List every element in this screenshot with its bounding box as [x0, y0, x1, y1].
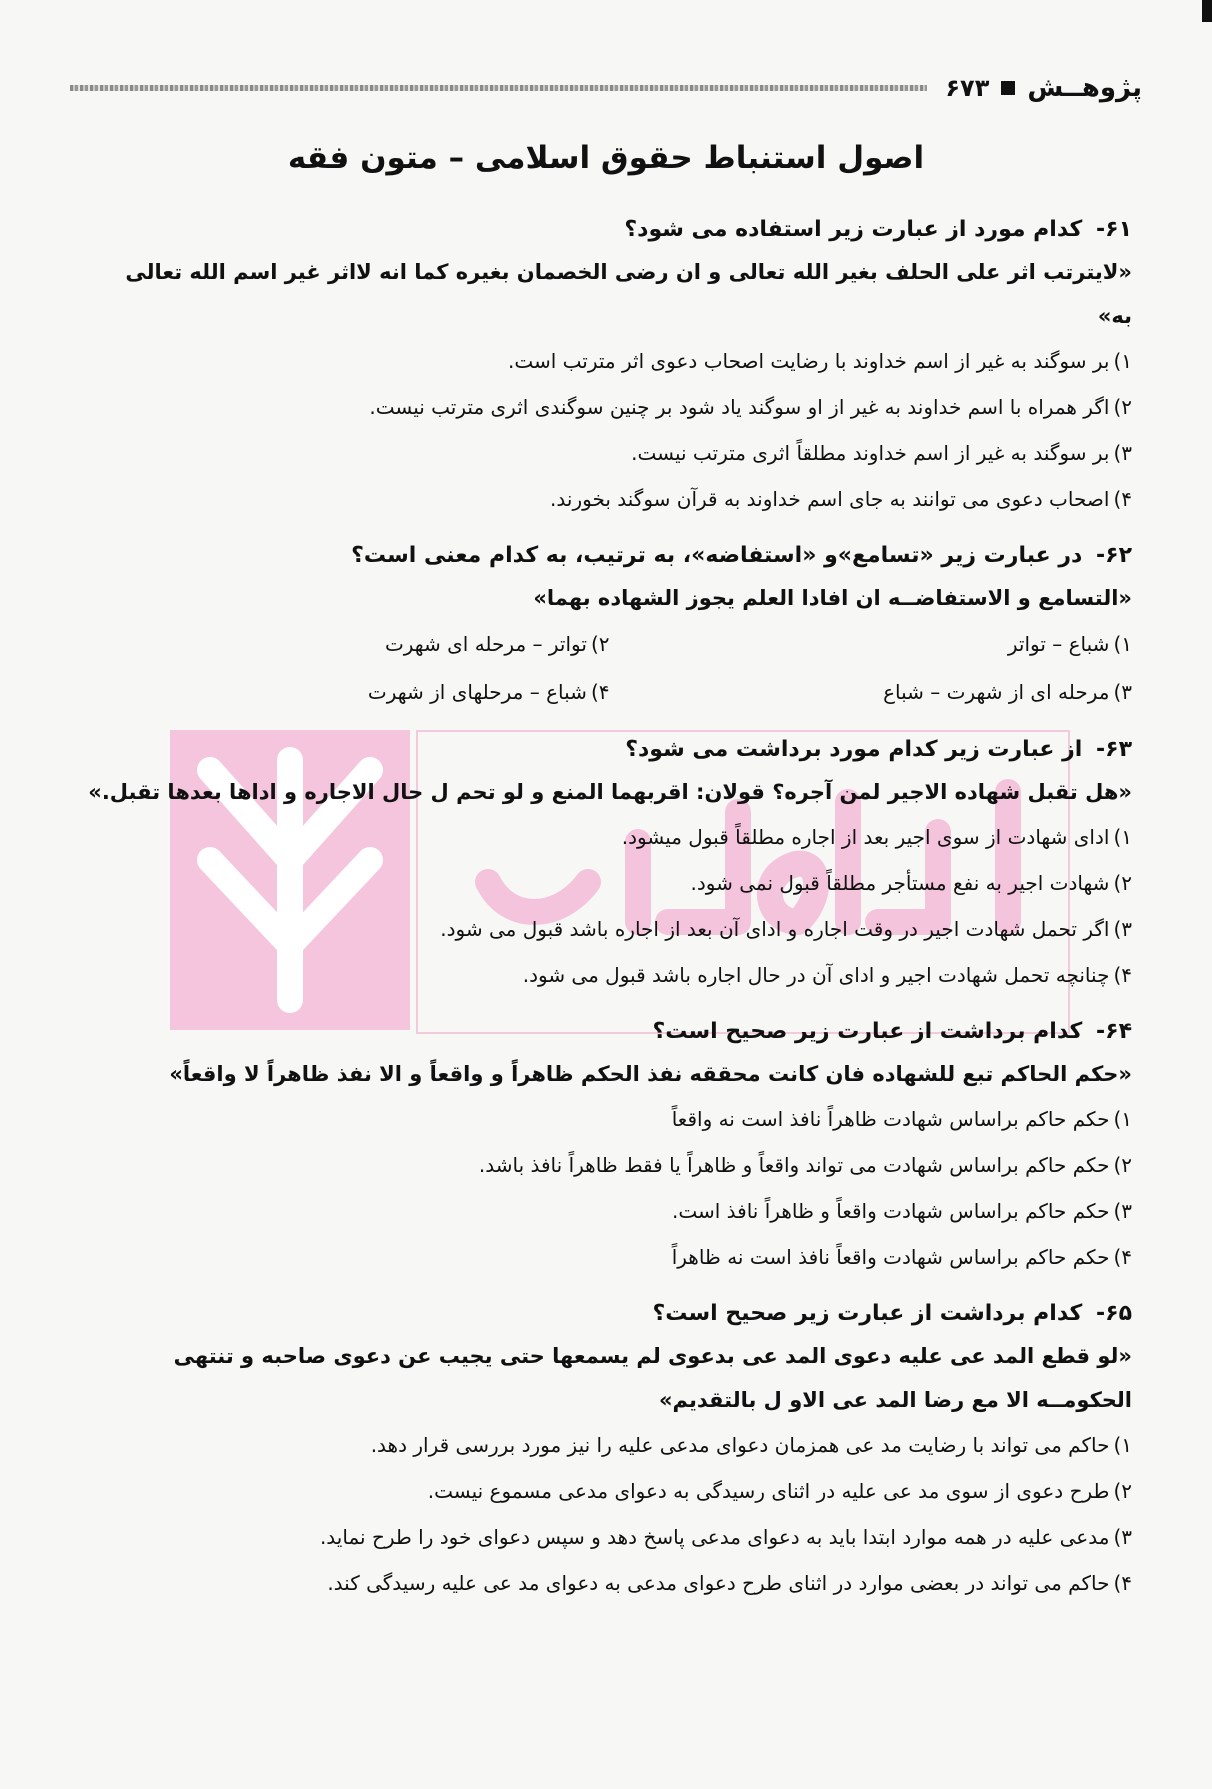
- question-number: ۶۵-: [1096, 1301, 1132, 1326]
- question-quote: «هل تقبل شهاده الاجیر لمن آجره؟ قولان: اقربهما المنع و لو تحم ل حال الاجاره و اداها بعدها تقبل.»: [88, 780, 1132, 804]
- option-1: ۱)بر سوگند به غیر از اسم خداوند با رضایت اصحاب دعوی اثر مترتب است.: [507, 349, 1132, 373]
- option-1: ۱)حاکم می تواند با رضایت مد عی همزمان دعوای مدعی علیه را نیز مورد بررسی قرار دهد.: [370, 1433, 1132, 1457]
- question-heading: [87, 730, 1132, 770]
- question-62: [87, 536, 1132, 716]
- option-1: ۱)شباع – تواتر: [1007, 632, 1132, 656]
- question-heading: [87, 210, 1132, 250]
- question-quote: «لایترتب اثر علی الحلف بغیر الله تعالی و ان رضی الخصمان بغیره کما انه لااثر غیر اسم الله تعالی به»: [125, 260, 1132, 328]
- option-4: ۴)شباع – مرحلهای از شهرت: [367, 680, 610, 704]
- option-2: ۲)اگر همراه با اسم خداوند به غیر از او سوگند یاد شود بر چنین سوگندی اثری مترتب نیست.: [369, 395, 1132, 419]
- question-61: [87, 210, 1132, 522]
- option-2: ۲)طرح دعوی از سوی مد عی علیه در اثنای رسیدگی به دعوای مدعی مسموع نیست.: [427, 1479, 1132, 1503]
- square-bullet-icon: [1001, 81, 1015, 95]
- question-quote: «التسامع و الاستفاضــه ان افادا العلم یجوز الشهاده بهما»: [533, 586, 1132, 610]
- question-prompt: کدام مورد از عبارت زیر استفاده می شود؟: [624, 217, 1083, 242]
- question-heading: [87, 536, 1132, 576]
- question-64: [87, 1012, 1132, 1280]
- question-prompt: در عبارت زیر «تسامع»و «استفاضه»، به ترتیب، به کدام معنی است؟: [351, 543, 1083, 568]
- option-3: ۳)مدعی علیه در همه موارد ابتدا باید به دعوای مدعی پاسخ دهد و سپس دعوای خود را طرح نماید.: [319, 1525, 1132, 1549]
- question-number: ۶۴-: [1096, 1019, 1132, 1044]
- page-corner-mark: [1202, 0, 1212, 22]
- question-63: [87, 730, 1132, 998]
- page-header: [70, 70, 1142, 106]
- option-2: ۲)شهادت اجیر به نفع مستأجر مطلقاً قبول نمی شود.: [690, 871, 1132, 895]
- questions-list: [87, 210, 1132, 1620]
- option-4: ۴)اصحاب دعوی می توانند به جای اسم خداوند به قرآن سوگند بخورند.: [550, 487, 1132, 511]
- header-rule: [70, 85, 927, 91]
- question-heading: [87, 1012, 1132, 1052]
- question-quote: «حکم الحاکم تبع للشهاده فان کانت محققه نفذ الحکم ظاهراً و واقعاً و الا نفذ ظاهراً لا واقعاً»: [169, 1062, 1132, 1086]
- option-3: ۳)بر سوگند به غیر از اسم خداوند مطلقاً اثری مترتب نیست.: [631, 441, 1132, 465]
- page-number: ۶۷۳: [945, 74, 990, 102]
- question-number: ۶۱-: [1096, 217, 1132, 242]
- option-4: ۴)چنانچه تحمل شهادت اجیر و ادای آن در حال اجاره باشد قبول می شود.: [522, 963, 1132, 987]
- question-prompt: کدام برداشت از عبارت زیر صحیح است؟: [652, 1019, 1083, 1044]
- question-quote: «لو قطع المد عی علیه دعوی المد عی بدعوی لم یسمعها حتی یجیب عن دعوی صاحبه و تنتهی الحکومــه الا مع رضا المد عی الاو ل بالتقدیم»: [173, 1344, 1132, 1412]
- question-65: [87, 1294, 1132, 1606]
- question-prompt: کدام برداشت از عبارت زیر صحیح است؟: [652, 1301, 1083, 1326]
- option-2: ۲)حکم حاکم براساس شهادت می تواند واقعاً و ظاهراً یا فقط ظاهراً نافذ باشد.: [478, 1153, 1132, 1177]
- option-1: ۱)حکم حاکم براساس شهادت ظاهراً نافذ است نه واقعاً: [671, 1107, 1132, 1131]
- section-title: اصول استنباط حقوق اسلامی – متون فقه: [287, 140, 925, 176]
- question-prompt: از عبارت زیر کدام مورد برداشت می شود؟: [625, 737, 1083, 762]
- journal-name: پژوهــش: [1027, 73, 1142, 103]
- question-number: ۶۲-: [1096, 543, 1132, 568]
- question-number: ۶۳-: [1096, 737, 1132, 762]
- options-list: [87, 1422, 1132, 1606]
- option-1: ۱)ادای شهادت از سوی اجیر بعد از اجاره مطلقاً قبول میشود.: [621, 825, 1132, 849]
- option-3: ۳)اگر تحمل شهادت اجیر در وقت اجاره و ادای آن بعد از اجاره باشد قبول می شود.: [440, 917, 1132, 941]
- options-list: [87, 338, 1132, 522]
- question-heading: [87, 1294, 1132, 1334]
- option-4: ۴)حکم حاکم براساس شهادت واقعاً نافذ است نه ظاهراً: [671, 1245, 1132, 1269]
- option-3: ۳)مرحله ای از شهرت – شباع: [883, 680, 1132, 704]
- options-list: [87, 1096, 1132, 1280]
- options-list: [87, 620, 1132, 716]
- option-3: ۳)حکم حاکم براساس شهادت واقعاً و ظاهراً نافذ است.: [671, 1199, 1132, 1223]
- options-list: [87, 814, 1132, 998]
- option-2: ۲)تواتر – مرحله ای شهرت: [384, 632, 610, 656]
- option-4: ۴)حاکم می تواند در بعضی موارد در اثنای طرح دعوای مدعی به دعوای مد عی علیه رسیدگی کند.: [327, 1571, 1132, 1595]
